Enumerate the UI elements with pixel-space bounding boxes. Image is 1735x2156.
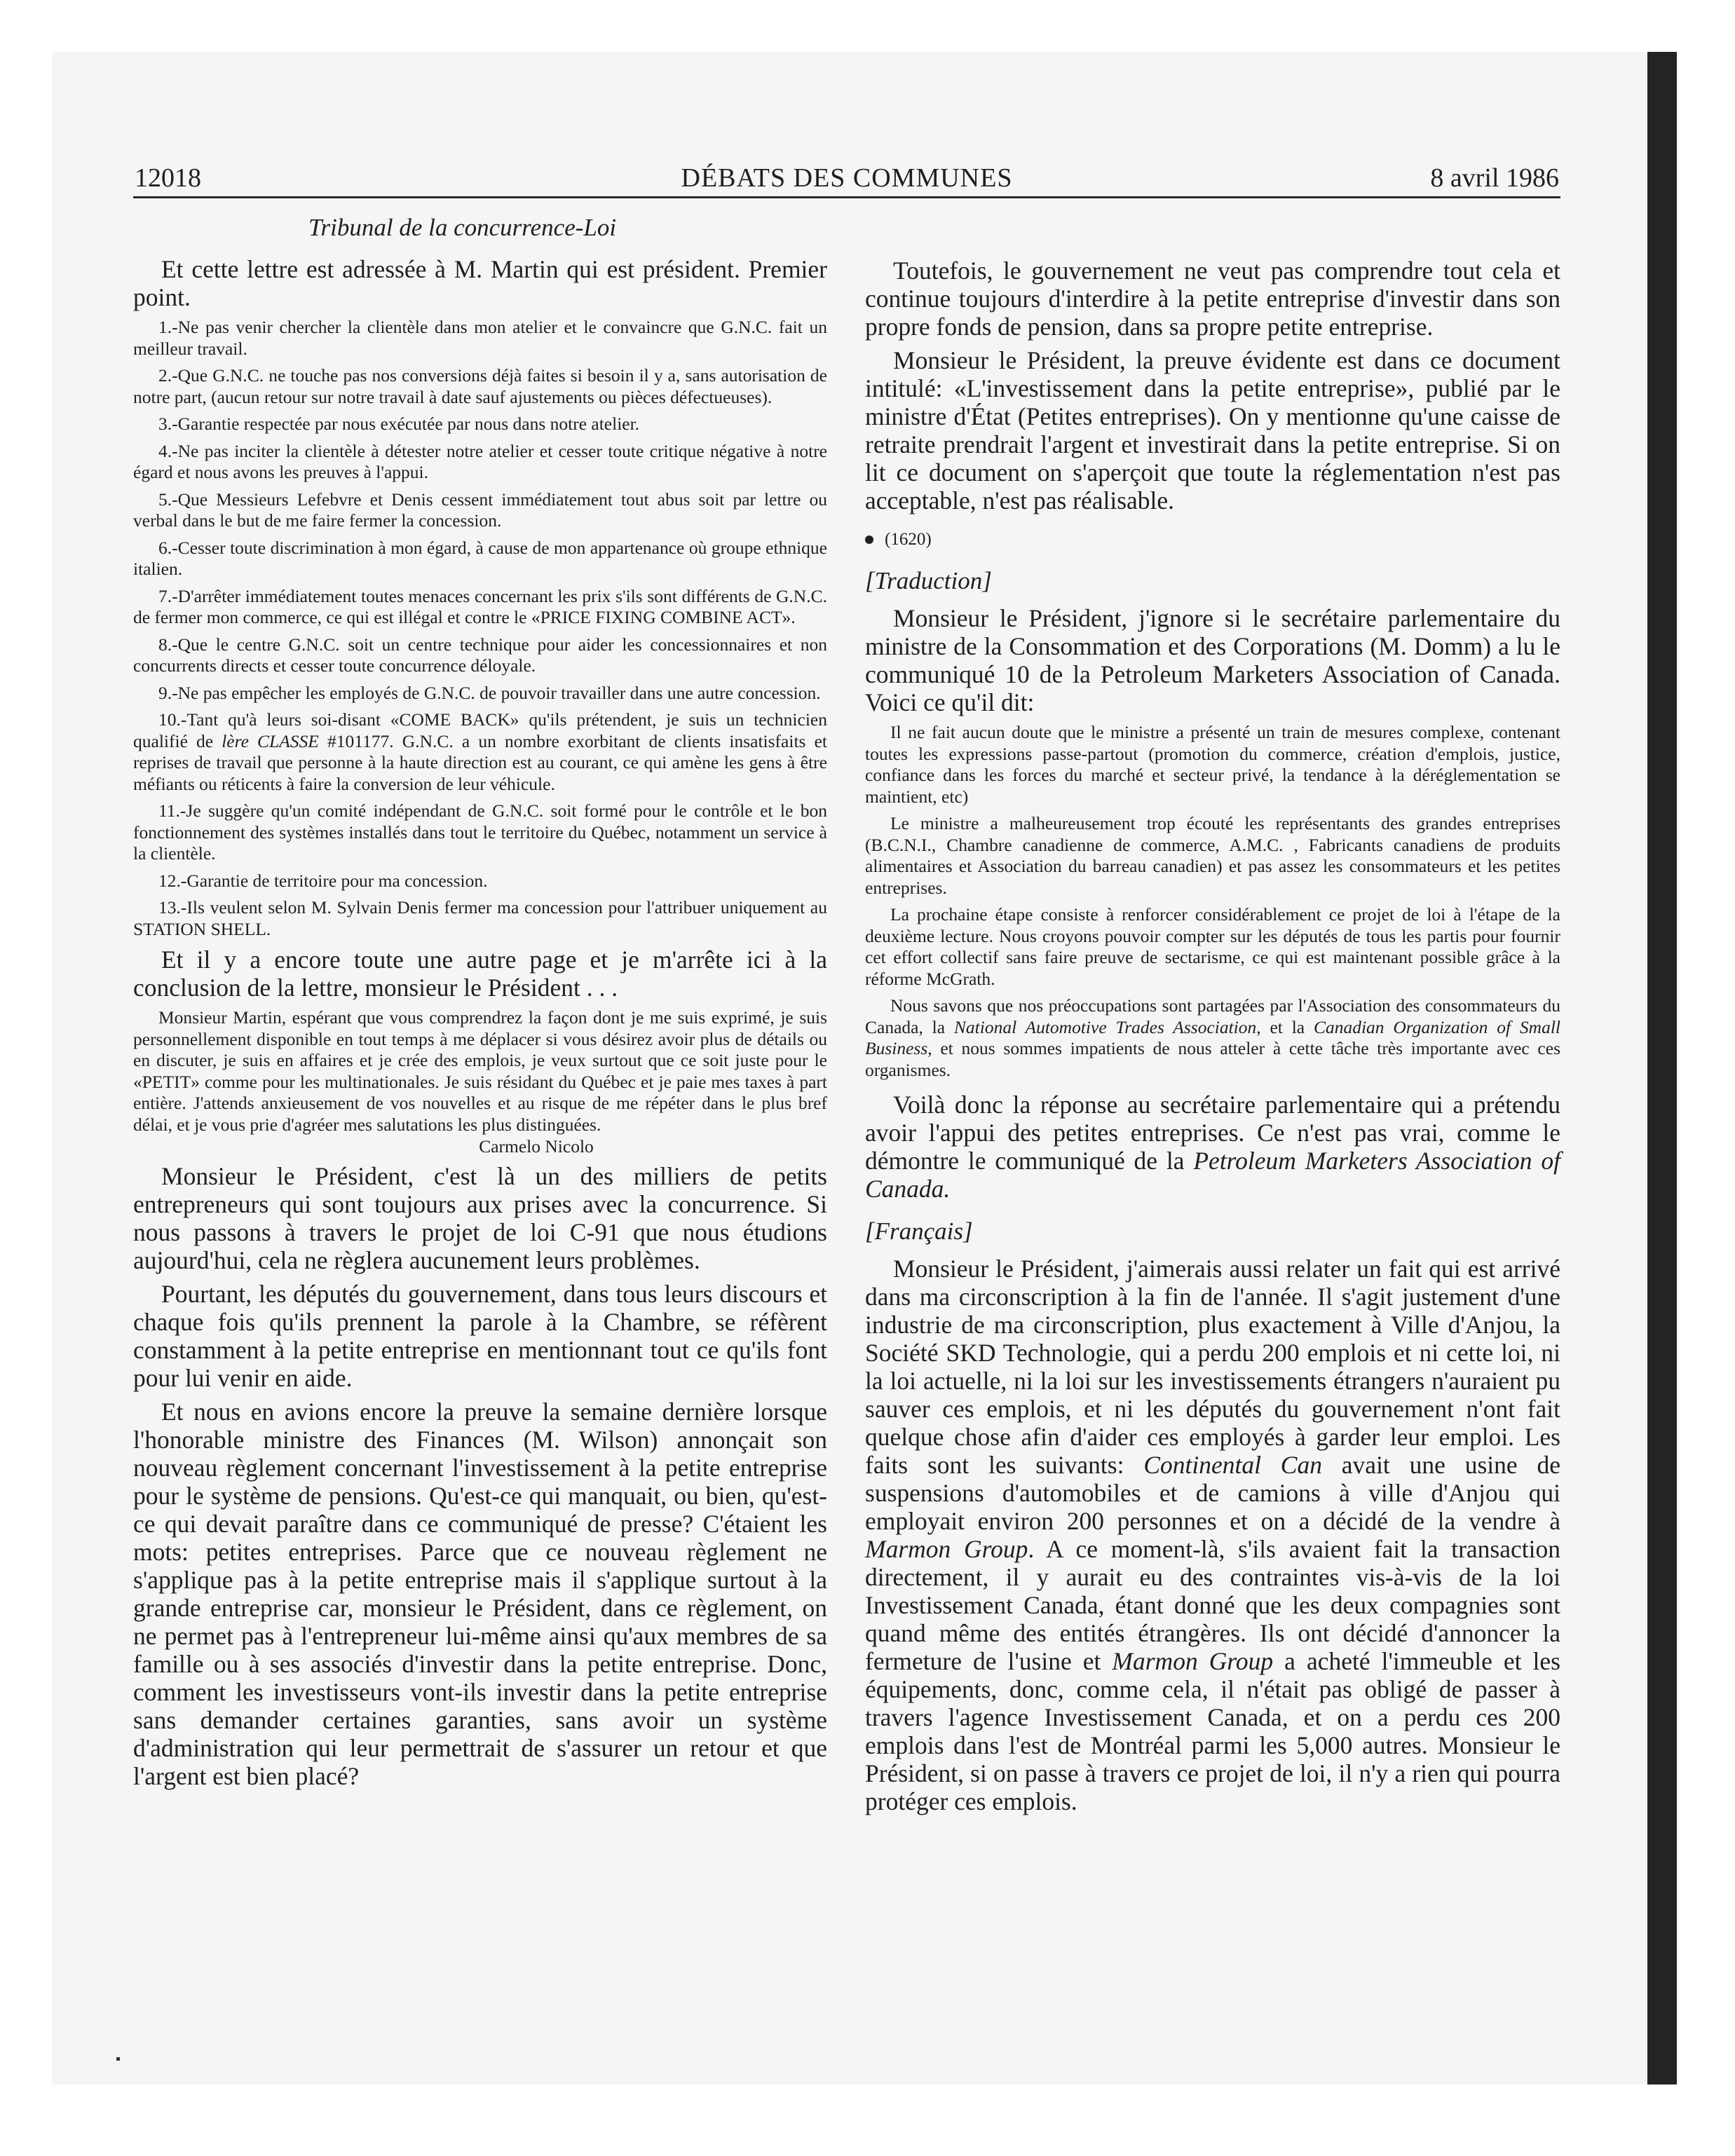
letter-item-6: 6.-Cesser toute discrimination à mon égard, à cause de mon appartenance où groupe ethnique italien. [133, 537, 827, 579]
paragraph-body-3: Et nous en avions encore la preuve la semaine dernière lorsque l'honorable ministre des Finances (M. Wilson) annonçait son nouveau règlement concernant l'investissement à la petite entreprise pour le système de pensions. Qu'est-ce qui manquait, ou bien, qu'est-ce qui devait paraître dans ce communiqué de presse? C'étaient les mots: petites entreprises. Parce que ce nouveau règlement ne s'applique pas à la petite entreprise mais il s'applique surtout à la grande entreprise car, monsieur le Président, dans ce règlement, on ne permet pas à l'entrepreneur lui-même ainsi qu'aux membres de sa famille ou à ses associés d'investir dans la petite entreprise. Donc, comment les investisseurs vont-ils investir dans la petite entreprise sans demander certaines garanties, sans avoir un système d'administration qui leur permettrait de s'assurer un retour et que l'argent est bien placé? [133, 1398, 827, 1790]
scan-speck [116, 2057, 120, 2061]
bullet-icon [865, 535, 873, 544]
letter-signature: Carmelo Nicolo [479, 1136, 594, 1157]
letter-item-1: 1.-Ne pas venir chercher la clientèle dans mon atelier et le convaincre que G.N.C. fait un meilleur travail. [133, 317, 827, 359]
time-stamp: (1620) [885, 530, 932, 549]
quote-3: La prochaine étape consiste à renforcer considérablement ce projet de loi à l'étape de la deuxième lecture. Nous croyons pouvoir compter sur les députés de tous les partis pour fournir cet effort collectif sans faire preuve de sectarisme, ce qui est maintenant possible grâce à la réforme McGrath. [865, 904, 1560, 989]
paragraph-right-4 [865, 1091, 1560, 1203]
letter-closing: Monsieur Martin, espérant que vous comprendrez la façon dont je me suis exprimé, je suis personnellement disponible en tout temps à me déplacer si vous désirez avoir plus de détails ou en discuter, je suis en affaires et je crée des emplois, je veux surtout que ce soit juste pour le «PETIT» comme pour les multinationales. Je suis résidant du Québec et je paie mes taxes à part entière. J'attends anxieusement de vos nouvelles et au risque de me répéter dans le plus bref délai, et je vous prie d'agréer mes salutations les plus distinguées. [133, 1007, 827, 1135]
paragraph-body-2: Pourtant, les députés du gouvernement, dans tous leurs discours et chaque fois qu'ils prennent la parole à la Chambre, se réfèrent constamment à la petite entreprise en mentionnant tout ce qu'ils font pour lui venir en aide. [133, 1280, 827, 1392]
scan-edge [1647, 52, 1677, 2085]
letter-item-10 [133, 709, 827, 795]
p5-text-c: . A ce moment-là, s'ils avaient fait la transaction directement, il y aurait eu des contraintes vis-à-vis de la loi Investissement Canada, étant donné que les deux compagnies sont quand même des entités étrangères. Ils ont décidé d'annoncer la fermeture de l'usine et [865, 1535, 1560, 1675]
letter-item-3: 3.-Garantie respectée par nous exécutée par nous dans notre atelier. [158, 414, 640, 434]
language-tag-traduction: [Traduction] [865, 567, 992, 594]
p4-text-a: Voilà donc la réponse au secrétaire parlementaire qui a prétendu avoir l'appui des petites entreprises. Ce n'est pas vrai, comme le démontre le communiqué de la [865, 1091, 1560, 1175]
paragraph-right-1: Toutefois, le gouvernement ne veut pas comprendre tout cela et continue toujours d'interdire à la petite entreprise d'investir dans son propre fonds de pension, dans sa propre petite entreprise. [865, 257, 1560, 341]
page-number: 12018 [135, 163, 201, 193]
quote4-emphasis-1: National Automotive Trades Association [953, 1016, 1257, 1037]
p5-emphasis-1: Continental Can [1143, 1451, 1322, 1479]
quote4-text-c: , et nous sommes impatients de nous atteler à cette tâche très importante avec ces organismes. [865, 1038, 1560, 1080]
letter-item-12: 12.-Garantie de territoire pour ma concession. [158, 870, 488, 891]
left-column [133, 209, 827, 1796]
journal-title: DÉBATS DES COMMUNES [681, 163, 1013, 193]
p5-text-a: Monsieur le Président, j'aimerais aussi relater un fait qui est arrivé dans ma circonscription à la fin de l'année. Il s'agit justement d'une industrie de ma circonscription, plus exactement à Ville d'Anjou, la Société SKD Technologie, qui a perdu 200 emplois et ni cette loi, ni la loi actuelle, ni la loi sur les investissements étrangers n'auraient pu sauver ces emplois, et ni les députés du gouvernement n'ont fait quelque chose afin d'aider ces employés à garder leur emploi. Les faits sont les suivants: [865, 1255, 1560, 1479]
letter-item-11: 11.-Je suggère qu'un comité indépendant de G.N.C. soit formé pour le contrôle et le bon fonctionnement des systèmes installés dans tout le territoire du Québec, notamment un service à la clientèle. [133, 800, 827, 864]
quote4-text-b: , et la [1256, 1016, 1314, 1037]
letter-item-8: 8.-Que le centre G.N.C. soit un centre technique pour aider les concessionnaires et non concurrents directs et cesser toute concurrence déloyale. [133, 634, 827, 676]
quote-2: Le ministre a malheureusement trop écouté les représentants des grandes entreprises (B.C.N.I., Chambre canadienne de commerce, A.M.C. , Fabricants canadiens de produits alimentaires et Association du barreau canadien) et pas assez les consommateurs et les petites entreprises. [865, 813, 1560, 898]
p5-text-d: a acheté l'immeuble et les équipements, donc, comme cela, il n'était pas obligé de passer à travers l'agence Investissement Canada, et on a perdu ces 200 emplois dans l'est de Montréal parmi les 5,000 autres. Monsieur le Président, si on passe à travers ce projet de loi, il n'y a rien qui pourra protéger ces emplois. [865, 1647, 1560, 1815]
paragraph-right-5 [865, 1255, 1560, 1815]
paragraph-encore: Et il y a encore toute une autre page et je m'arrête ici à la conclusion de la lettre, monsieur le Président . . . [133, 946, 827, 1002]
page-header [133, 160, 1560, 198]
letter-item-7: 7.-D'arrêter immédiatement toutes menaces concernant les prix s'ils sont différents de G.N.C. de fermer mon commerce, ce qui est illégal et contre le «PRICE FIXING COMBINE ACT». [133, 585, 827, 627]
paragraph-body-1: Monsieur le Président, c'est là un des milliers de petits entrepreneurs qui sont toujours aux prises avec la concurrence. Si nous passons à travers le projet de loi C-91 que nous étudions aujourd'hui, cela ne règlera aucunement leurs problèmes. [133, 1162, 827, 1274]
quote4-text-a: Nous savons que nos préoccupations sont partagées par l'Association des consommateurs du Canada, la [865, 995, 1560, 1037]
p5-emphasis-3: Marmon Group [1112, 1647, 1274, 1675]
paragraph-right-3: Monsieur le Président, j'ignore si le secrétaire parlementaire du ministre de la Consommation et des Corporations (M. Domm) a lu le communiqué 10 de la Petroleum Marketers Association of Canada. Voici ce qu'il dit: [865, 604, 1560, 716]
language-tag-francais: [Français] [865, 1217, 973, 1245]
item10-emphasis: lère CLASSE [222, 730, 319, 751]
letter-item-9: 9.-Ne pas empêcher les employés de G.N.C. de pouvoir travailler dans une autre concession. [158, 682, 821, 703]
paragraph-right-2: Monsieur le Président, la preuve évidente est dans ce document intitulé: «L'investissement dans la petite entreprise», publié par le ministre d'État (Petites entreprises). On y mentionne qu'une caisse de retraite prendrait l'argent et investirait dans la petite entreprise. Si on lit ce document on s'aperçoit que toute la réglementation n'est pas acceptable, n'est pas réalisable. [865, 346, 1560, 514]
paragraph-intro: Et cette lettre est adressée à M. Martin qui est président. Premier point. [133, 255, 827, 311]
p4-emphasis: Petroleum Marketers Association of Canada. [865, 1147, 1560, 1203]
letter-item-13: 13.-Ils veulent selon M. Sylvain Denis fermer ma concession pour l'attribuer uniquement au STATION SHELL. [133, 897, 827, 939]
p5-text-b: avait une usine de suspensions d'automobiles et de camions à ville d'Anjou qui employait environ 200 personnes et on a décidé de la vendre à [865, 1451, 1560, 1535]
quote4-emphasis-2: Canadian Organization of Small Business [865, 1016, 1560, 1058]
letter-item-5: 5.-Que Messieurs Lefebvre et Denis cessent immédiatement tout abus soit par lettre ou verbal dans le but de me faire fermer la concession. [133, 489, 827, 531]
item10-text-a: 10.-Tant qu'à leurs soi-disant «COME BACK» qu'ils prétendent, je suis un technicien qualifié de [133, 709, 827, 751]
quote-4 [865, 995, 1560, 1081]
p5-emphasis-2: Marmon Group [865, 1535, 1028, 1563]
issue-date: 8 avril 1986 [1430, 163, 1559, 193]
item10-text-b: #101177. G.N.C. a un nombre exorbitant de clients insatisfaits et reprises de travail que personne à la haute direction est au courant, ce qui amène les gens à être méfiants ou réticents à faire la conversion de leur véhicule. [133, 730, 827, 794]
right-column [865, 209, 1560, 1821]
running-title: Tribunal de la concurrence-Loi [308, 214, 617, 241]
time-marker [865, 530, 1560, 550]
letter-item-2: 2.-Que G.N.C. ne touche pas nos conversions déjà faites si besoin il y a, sans autorisation de notre part, (aucun retour sur notre travail à date sauf ajustements ou pièces défectueuses). [133, 365, 827, 407]
quote-1: Il ne fait aucun doute que le ministre a présenté un train de mesures complexe, contenant toutes les expressions passe-partout (promotion du commerce, création d'emplois, justice, confiance dans les forces du marché et secteur privé, la tendance à la déréglementation se maintient, etc) [865, 722, 1560, 807]
letter-item-4: 4.-Ne pas inciter la clientèle à détester notre atelier et cesser toute critique négative à notre égard et nous avons les preuves à l'appui. [133, 440, 827, 482]
